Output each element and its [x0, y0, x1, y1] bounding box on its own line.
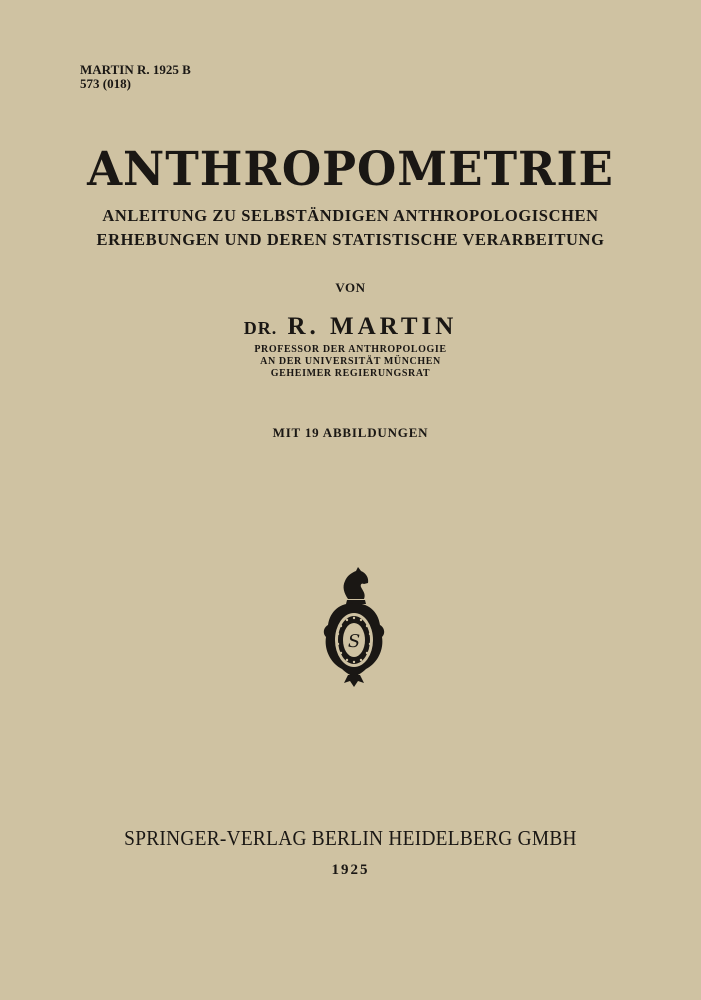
svg-text:S: S — [347, 631, 361, 652]
subtitle-line-1: ANLEITUNG ZU SELBSTÄNDIGEN ANTHROPOLOGISCHEN — [102, 206, 599, 225]
publisher-name: SPRINGER-VERLAG BERLIN HEIDELBERG GMBH — [124, 826, 577, 850]
publication-year: 1925 — [331, 862, 370, 878]
author-name-text: R. MARTIN — [287, 313, 458, 340]
author-affiliation-1: PROFESSOR DER ANTHROPOLOGIE — [254, 344, 447, 355]
illustrations-note: MIT 19 ABBILDUNGEN — [272, 425, 429, 440]
author-name — [0, 312, 701, 343]
author-title-prefix: DR. — [243, 318, 278, 338]
by-label: VON — [335, 280, 366, 295]
subtitle-line-2: ERHEBUNGEN UND DEREN STATISTISCHE VERARBEITUNG — [96, 230, 605, 249]
call-number — [80, 63, 191, 91]
call-number-line-2: 573 (018) — [80, 76, 131, 91]
author-affiliation-2: AN DER UNIVERSITÄT MÜNCHEN — [260, 356, 441, 367]
author-affiliation-3: GEHEIMER REGIERUNGSRAT — [270, 368, 431, 379]
springer-knight-emblem-icon — [318, 565, 390, 690]
book-title: ANTHROPOMETRIE — [87, 142, 614, 197]
call-number-line-1: MARTIN R. 1925 B — [80, 62, 191, 77]
